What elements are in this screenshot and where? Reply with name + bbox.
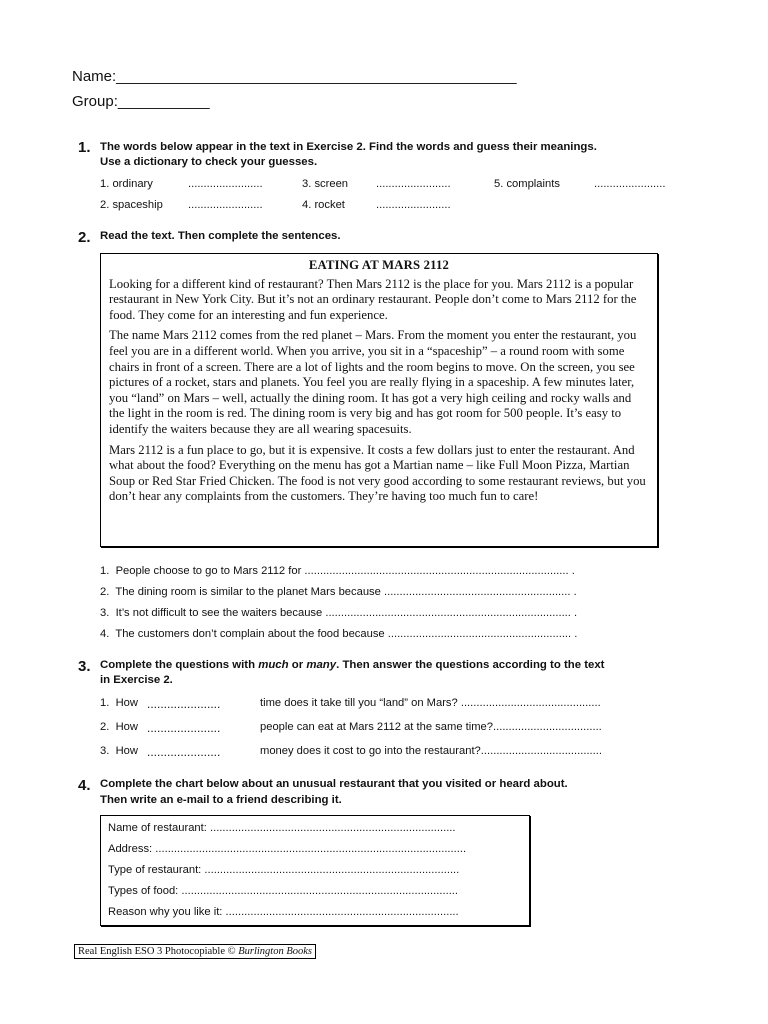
vocab-answer-blank[interactable]: ........................ [188, 199, 263, 211]
exercise-2-number: 2. [78, 229, 91, 246]
question-item: 2. How [100, 721, 138, 733]
exercise-1-number: 1. [78, 139, 91, 156]
exercise-1-instruction-line2: Use a dictionary to check your guesses. [100, 156, 318, 168]
exercise-3-instruction-line2: in Exercise 2. [100, 674, 173, 686]
vocab-item: 1. ordinary [100, 178, 153, 190]
exercise-2-instruction: Read the text. Then complete the sentences. [100, 230, 341, 242]
sentence-item[interactable]: 1. People choose to go to Mars 2112 for ..................................................................................... . [100, 565, 575, 577]
restaurant-chart [100, 815, 530, 926]
question-text[interactable]: time does it take till you “land” on Mars? ............................................. [260, 697, 601, 709]
question-blank[interactable]: ...................... [147, 745, 221, 759]
exercise-4-instruction-line2: Then write an e-mail to a friend describing it. [100, 794, 342, 806]
vocab-answer-blank[interactable]: ....................... [594, 178, 666, 190]
exercise-3-instruction-line1: Complete the questions with much or many. Then answer the questions according to the text [100, 659, 605, 671]
chart-row-reason[interactable]: Reason why you like it: ........................................................................... [108, 906, 459, 918]
reading-text-box [100, 253, 658, 547]
chart-row-type[interactable]: Type of restaurant: .................................................................................. [108, 864, 460, 876]
question-text[interactable]: people can eat at Mars 2112 at the same time?................................... [260, 721, 602, 733]
question-text[interactable]: money does it cost to go into the restaurant?....................................... [260, 745, 602, 757]
vocab-answer-blank[interactable]: ........................ [376, 199, 451, 211]
reading-paragraph: Looking for a different kind of restaurant? Then Mars 2112 is the place for you. Mars 2112 is a popular restaurant in New York City. But it’s not an ordinary restaurant. People don’t come to Mars 2112 for the food. They come for an interesting and fun experience. [109, 276, 637, 322]
name-field[interactable]: Name:________________________________________________ [72, 68, 517, 85]
question-blank[interactable]: ...................... [147, 721, 221, 735]
question-item: 1. How [100, 697, 138, 709]
exercise-3-number: 3. [78, 658, 91, 675]
chart-row-name[interactable]: Name of restaurant: ............................................................................... [108, 822, 456, 834]
vocab-item: 3. screen [302, 178, 349, 190]
reading-paragraph: Mars 2112 is a fun place to go, but it is expensive. It costs a few dollars just to enter the restaurant. And what about the food? Everything on the menu has got a Martian name – like Full Moon Pizza, Martian Soup or Red Star Fried Chicken. The food is not very good according to some restaurant reviews, but you don’t hear any complaints from the customers. They’re having too much fun to care! [109, 442, 646, 504]
vocab-item: 4. rocket [302, 199, 345, 211]
reading-title: EATING AT MARS 2112 [308, 258, 450, 272]
vocab-answer-blank[interactable]: ........................ [188, 178, 263, 190]
question-item: 3. How [100, 745, 138, 757]
sentence-item[interactable]: 2. The dining room is similar to the planet Mars because ............................................................ . [100, 586, 577, 598]
exercise-1-instruction-line1: The words below appear in the text in Exercise 2. Find the words and guess their meanings. [100, 141, 597, 153]
chart-row-address[interactable]: Address: .................................................................................................... [108, 843, 467, 855]
exercise-4-number: 4. [78, 777, 91, 794]
footer-copyright: Real English ESO 3 Photocopiable © Burlington Books [74, 944, 316, 959]
vocab-item: 5. complaints [494, 178, 560, 190]
exercise-4-instruction-line1: Complete the chart below about an unusual restaurant that you visited or heard about. [100, 778, 568, 790]
group-field[interactable]: Group:___________ [72, 93, 210, 110]
vocab-answer-blank[interactable]: ........................ [376, 178, 451, 190]
vocab-item: 2. spaceship [100, 199, 163, 211]
sentence-item[interactable]: 4. The customers don’t complain about the food because ........................................................... . [100, 628, 578, 640]
chart-row-food[interactable]: Types of food: ......................................................................................... [108, 885, 459, 897]
reading-paragraph: The name Mars 2112 comes from the red planet – Mars. From the moment you enter the restaurant, you feel you are in a different world. When you arrive, you sit in a “spaceship” – a round room with some chairs in front of a screen. There are a lot of lights and the room begins to move. On the screen, you see pictures of a rocket, stars and planets. You feel you are really flying in a spaceship. A few minutes later, you “land” on Mars – well, actually the dining room. It has got a very high ceiling and rocky walls and the light in the room is red. The dining room is very big and has got room for 500 people. It’s easy to identify the waiters because they are all wearing spacesuits. [109, 328, 637, 436]
question-blank[interactable]: ...................... [147, 697, 221, 711]
sentence-item[interactable]: 3. It’s not difficult to see the waiters because ............................................................................... . [100, 607, 578, 619]
